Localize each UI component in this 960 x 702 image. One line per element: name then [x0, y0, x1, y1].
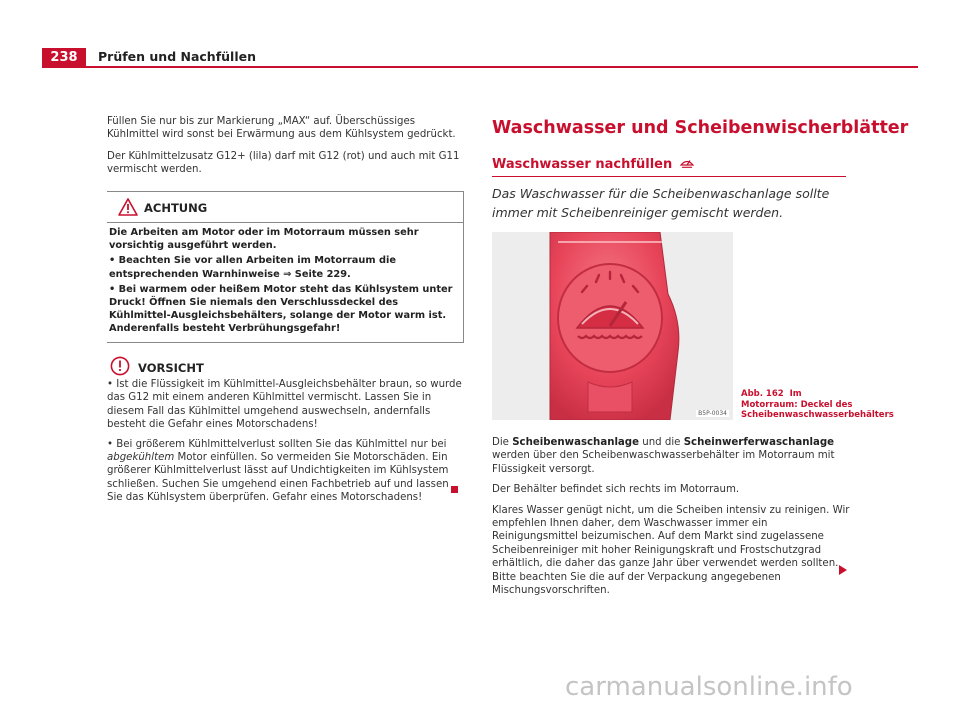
caution-text: Motor einfüllen. So vermeiden Sie Motorschäden. Ein größerer Kühlmittelverlust lässt auf Undichtigkeiten im Kühlsystem schließen. Suchen Sie umgehend einen Fachbetrieb auf und lassen Sie das Kühlsystem überprüfen. Gefahr eines Motorschadens! — [107, 452, 449, 504]
warning-triangle-icon — [118, 198, 138, 216]
warning-item: • Bei warmem oder heißem Motor steht das Kühlsystem unter Druck! Öffnen Sie niemals den Verschlussdeckel des Kühlmittel-Ausgleichsbehälters, solange der Motor warm ist. Anderenfalls besteht Verbrühungsgefahr! — [109, 283, 453, 335]
caution-item — [107, 438, 464, 505]
coolant-mix-paragraph: Der Kühlmittelzusatz G12+ (lila) darf mit G12 (rot) und auch mit G11 vermischt werden. — [107, 150, 460, 176]
caution-exclamation-icon — [110, 356, 130, 376]
caution-text: • Bei größerem Kühlmittelverlust sollten Sie das Kühlmittel nur bei — [107, 438, 447, 450]
warning-body — [109, 226, 459, 336]
subsection-rule — [492, 176, 846, 177]
caution-item: • Ist die Flüssigkeit im Kühlmittel-Ausgleichsbehälter braun, so wurde das G12 mit einem anderen Kühlmittel vermischt. Lassen Sie in diesem Fall das Kühlmittel umgehend auswechseln, andernfalls besteht die Gefahr eines Motorschadens! — [107, 379, 462, 431]
intro-text: Das Waschwasser für die Scheibenwaschanlage sollte immer mit Scheibenreiniger gemischt werden. — [492, 186, 830, 220]
figure-number: Abb. 162 — [741, 389, 784, 399]
body-bold: Scheibenwaschanlage — [512, 437, 640, 448]
warning-item: • Beachten Sie vor allen Arbeiten im Motorraum die entsprechenden Warnhinweise ⇒ Seite 229. — [109, 255, 396, 280]
warning-box — [107, 191, 464, 343]
page-number: 238 — [42, 48, 86, 68]
section-title: Waschwasser und Scheibenwischerblätter — [492, 118, 909, 138]
caution-body — [107, 378, 464, 505]
warning-title: ACHTUNG — [144, 201, 208, 215]
figure-caption-text: Im Motorraum: Deckel des Scheibenwaschwasserbehälters — [741, 389, 894, 420]
washer-cap-illustration — [492, 232, 733, 420]
subsection-title-text: Waschwasser nachfüllen — [492, 157, 673, 172]
header-rule — [86, 66, 918, 68]
washer-systems-paragraph — [492, 436, 850, 476]
continue-arrow-icon — [839, 565, 847, 575]
body-text: werden über den Scheibenwaschwasserbehälter im Motorraum mit Flüssigkeit versorgt. — [492, 450, 835, 475]
washer-reservoir-cap-figure — [492, 232, 733, 420]
body-text: und die — [639, 437, 684, 448]
warning-header — [107, 192, 463, 223]
warning-item: Die Arbeiten am Motor oder im Motorraum müssen sehr vorsichtig ausgeführt werden. — [109, 227, 419, 252]
chapter-title: Prüfen und Nachfüllen — [98, 49, 256, 64]
body-text: Die — [492, 437, 513, 448]
section-end-marker — [451, 486, 458, 493]
figure-caption — [741, 389, 894, 421]
caution-emphasis: abgekühltem — [107, 452, 175, 464]
reservoir-location-paragraph: Der Behälter befindet sich rechts im Motorraum. — [492, 484, 740, 496]
washer-fluid-icon — [680, 157, 694, 169]
subsection-title — [492, 157, 694, 172]
figure-code: B5P-0034 — [698, 410, 727, 417]
watermark: carmanualsonline.info — [565, 672, 853, 702]
right-body — [492, 436, 850, 597]
caution-title: VORSICHT — [138, 361, 204, 375]
body-bold: Scheinwerferwaschanlage — [683, 437, 835, 448]
caution-header — [107, 356, 463, 378]
cleaner-advice-paragraph: Klares Wasser genügt nicht, um die Scheiben intensiv zu reinigen. Wir empfehlen Ihnen daher, dem Waschwasser immer ein Reinigungsmittel beizumischen. Auf dem Markt sind zugelassene Scheibenreiniger mit hoher Reinigungskraft und Frostschutzgrad erhältlich, die daher das ganze Jahr über verwendet werden sollten. Bitte beachten Sie die auf der Verpackung angegebenen Mischungsvorschriften. — [492, 504, 850, 597]
left-intro — [107, 115, 464, 177]
coolant-fill-paragraph: Füllen Sie nur bis zur Markierung „MAX“ auf. Überschüssiges Kühlmittel wird sonst bei Erwärmung aus dem Kühlsystem gedrückt. — [107, 116, 456, 141]
